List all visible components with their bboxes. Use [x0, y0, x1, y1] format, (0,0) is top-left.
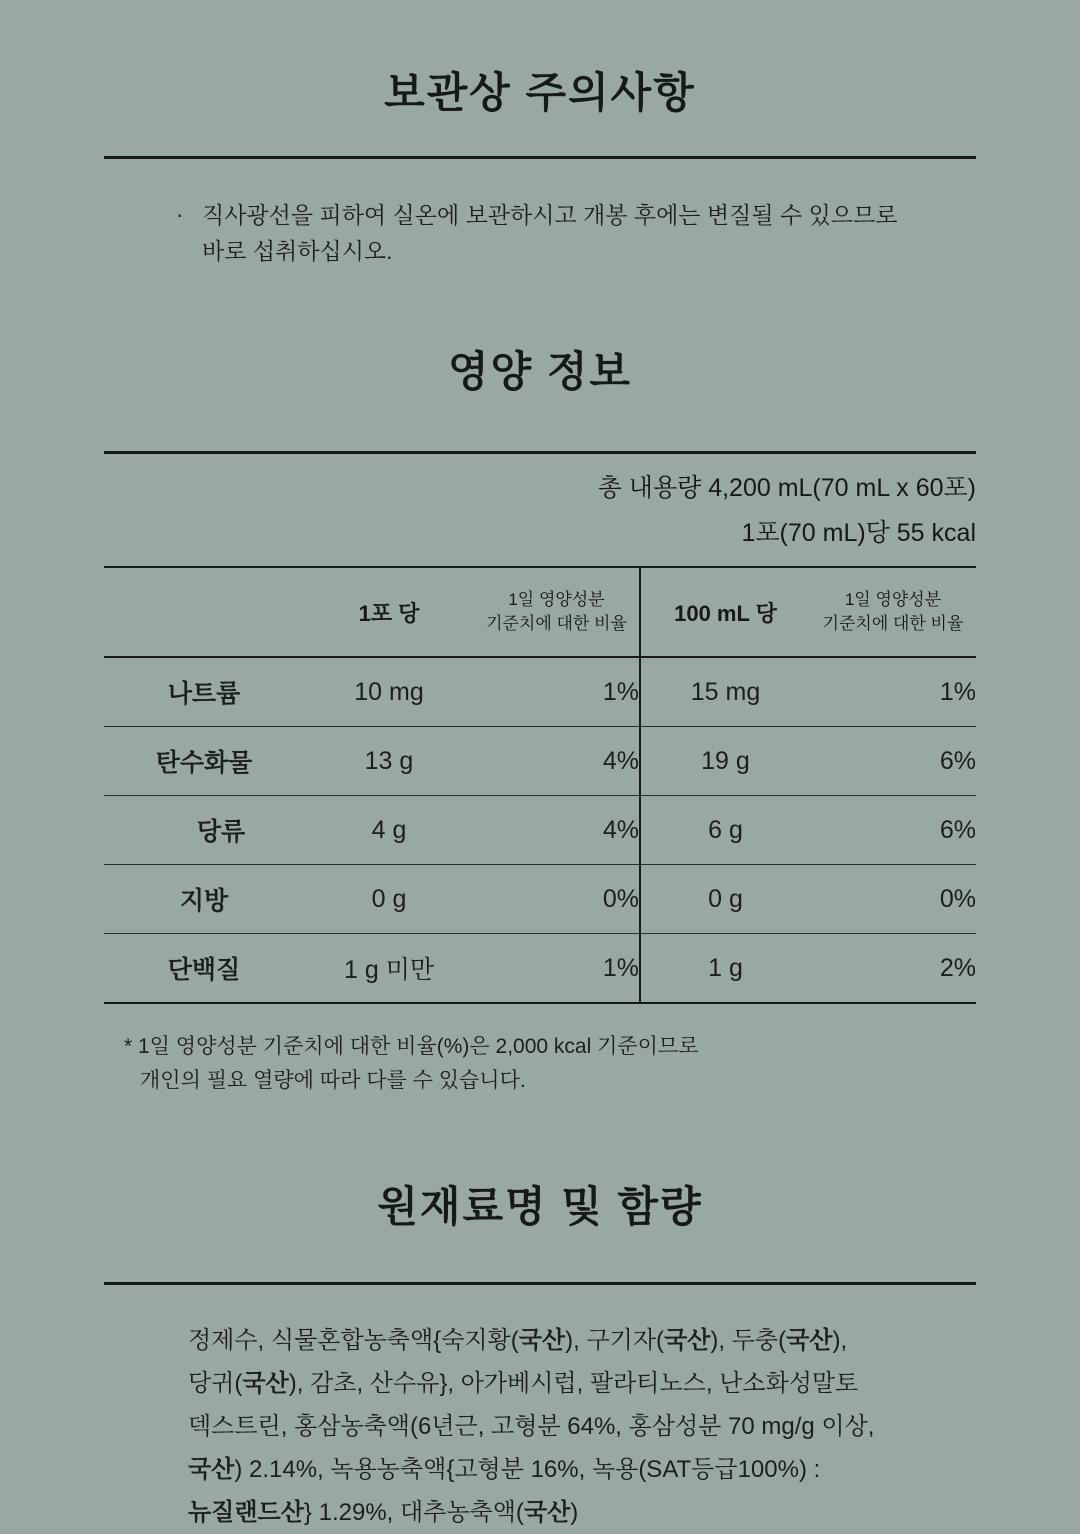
storage-divider: [104, 156, 976, 159]
header-per-100ml-dv-line2: 기준치에 대한 비율: [822, 614, 964, 634]
ingredients-line: 뉴질랜드산} 1.29%, 대추농축액(국산): [188, 1499, 579, 1527]
nutrition-divider: [104, 451, 976, 454]
storage-bullet-item: [104, 197, 976, 269]
nutrition-section-title: 영양 정보: [448, 348, 632, 396]
row-per-pack-value: 1 g 미만: [304, 934, 474, 1004]
row-per-pack-value: 0 g: [304, 865, 474, 934]
table-row: [104, 796, 976, 865]
storage-bullet-text: [202, 197, 902, 269]
row-per-pack-value: 10 mg: [304, 657, 474, 727]
row-per-pack-value: 4 g: [304, 796, 474, 865]
per-pack-energy-text: 1포(70 mL)당 55 kcal: [741, 519, 976, 548]
header-per-100ml: [640, 567, 810, 657]
ingredients-line: 당귀(국산), 감초, 산수유}, 아가베시럽, 팔라티노스, 난소화성말토: [188, 1370, 859, 1398]
footnote-line-2: 개인의 필요 열량에 따라 다를 수 있습니다.: [140, 1069, 526, 1093]
row-per-pack-value: 13 g: [304, 727, 474, 796]
row-per-100ml-percent: 0%: [810, 865, 976, 934]
bullet-dot-icon: ·: [176, 202, 184, 228]
nutrition-section: [0, 339, 1080, 1098]
ingredients-section-title: 원재료명 및 함량: [377, 1183, 703, 1231]
nutrition-table-body: [104, 657, 976, 1003]
row-nutrient-name: 탄수화물: [104, 727, 304, 796]
nutrition-table: [104, 566, 976, 1004]
ingredients-line: 정제수, 식물혼합농축액{숙지황(국산), 구기자(국산), 두충(국산),: [188, 1327, 848, 1355]
row-nutrient-name: 단백질: [104, 934, 304, 1004]
ingredients-divider: [104, 1282, 976, 1285]
row-per-100ml-value: 15 mg: [640, 657, 810, 727]
table-header-row: [104, 567, 976, 657]
row-per-100ml-value: 1 g: [640, 934, 810, 1004]
row-nutrient-name: 나트륨: [104, 657, 304, 727]
row-per-pack-percent: 4%: [474, 727, 640, 796]
row-per-pack-percent: 0%: [474, 865, 640, 934]
row-per-100ml-value: 6 g: [640, 796, 810, 865]
storage-notice-section: [0, 0, 1080, 269]
row-per-100ml-value: 19 g: [640, 727, 810, 796]
row-per-pack-percent: 4%: [474, 796, 640, 865]
ingredients-line: 국산) 2.14%, 녹용농축액{고형분 16%, 녹용(SAT등급100%) :: [188, 1456, 821, 1484]
nutrition-footnote: [104, 1030, 976, 1098]
table-row: [104, 657, 976, 727]
ingredients-line: 덱스트린, 홍삼농축액(6년근, 고형분 64%, 홍삼성분 70 mg/g 이상,: [188, 1413, 875, 1441]
storage-note-line-1: 직사광선을 피하여 실온에 보관하시고 개봉 후에는 변질될 수 있으므로: [202, 202, 898, 229]
row-nutrient-name: 지방: [104, 865, 304, 934]
table-row: [104, 865, 976, 934]
header-per-pack-label: 1포 당: [358, 600, 420, 626]
header-per-pack-dv-line2: 기준치에 대한 비율: [486, 614, 627, 634]
header-nutrient-name: [104, 567, 304, 657]
ingredients-list: [104, 1319, 976, 1534]
total-volume-text: 총 내용량 4,200 mL(70 mL x 60포): [597, 474, 976, 503]
row-per-100ml-percent: 2%: [810, 934, 976, 1004]
row-per-100ml-percent: 1%: [810, 657, 976, 727]
storage-note-line-2: 바로 섭취하십시오.: [202, 238, 393, 265]
footnote-line-1: * 1일 영양성분 기준치에 대한 비율(%)은 2,000 kcal 기준이므로: [124, 1035, 699, 1059]
row-per-pack-percent: 1%: [474, 934, 640, 1004]
row-nutrient-name: 당류: [104, 796, 304, 865]
row-per-100ml-percent: 6%: [810, 727, 976, 796]
header-per-pack: [304, 567, 474, 657]
header-per-pack-dv-line1: 1일 영양성분: [508, 590, 605, 610]
ingredients-section: [0, 1174, 1080, 1534]
header-per-100ml-label: 100 mL 당: [674, 600, 777, 626]
header-per-100ml-dv-line1: 1일 영양성분: [844, 590, 942, 610]
serving-summary: [104, 466, 976, 556]
table-row: [104, 934, 976, 1004]
row-per-100ml-percent: 6%: [810, 796, 976, 865]
row-per-pack-percent: 1%: [474, 657, 640, 727]
header-per-pack-dv: [474, 567, 640, 657]
storage-section-title: 보관상 주의사항: [384, 69, 696, 117]
table-row: [104, 727, 976, 796]
row-per-100ml-value: 0 g: [640, 865, 810, 934]
nutrition-table-head: [104, 567, 976, 657]
header-per-100ml-dv: [810, 567, 976, 657]
